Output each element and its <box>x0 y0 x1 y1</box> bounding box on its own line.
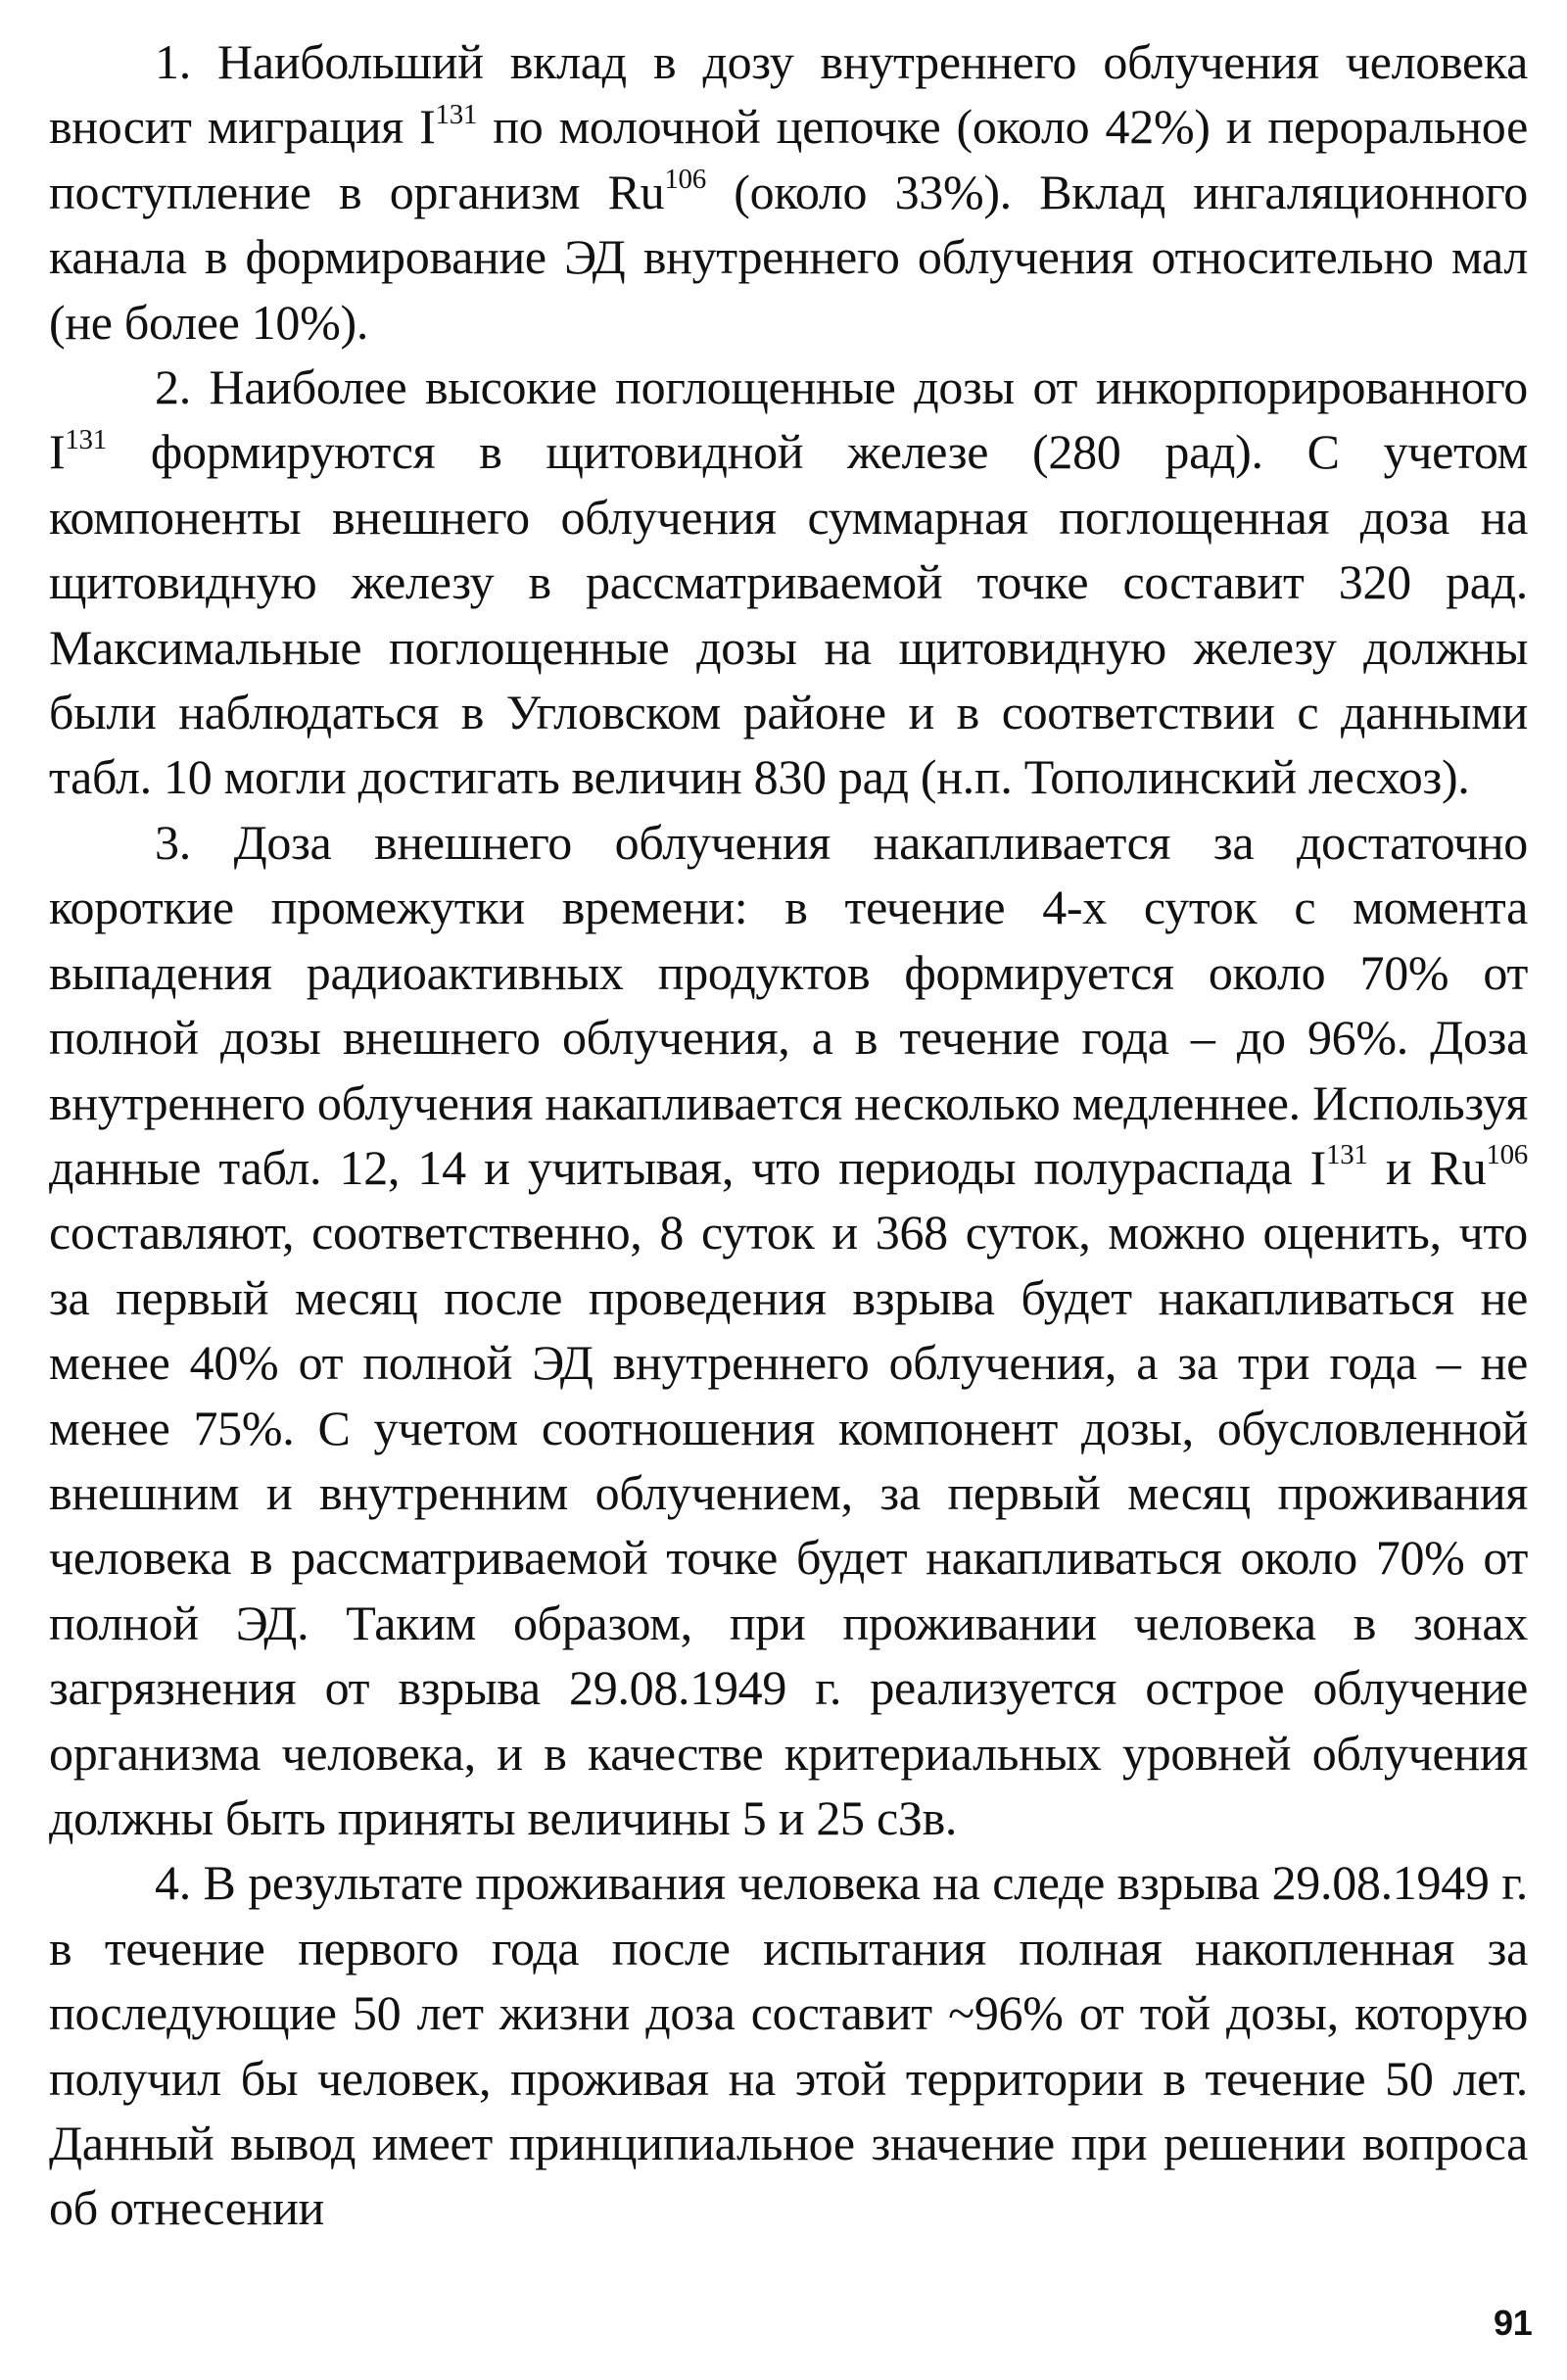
paragraph-2 <box>49 355 1528 810</box>
isotope-mass-number: 131 <box>1326 1139 1368 1171</box>
paragraph-text: 4. В результате проживания человека на следе взрыва 29.08.1949 г. в течение первого года после испытания полная накопленная за последующие 50 лет жизни доза составит ~96% от той дозы, которую получил бы человек, проживая на этой территории в течение 50 лет. Данный вывод имеет принципиальное значение при решении вопроса об отнесении <box>49 1855 1528 2236</box>
paragraph-text: 1. Наибольший вклад в дозу внутреннего облучения человека вносит миграция I <box>49 34 1528 155</box>
paragraph-text: и Ru <box>1367 1139 1487 1195</box>
body-text <box>49 29 1528 2241</box>
paragraph-text: (около 33%). Вклад ингаляционного канала в формирование ЭД внутреннего облучения относительно мал (не более 10%). <box>49 164 1529 350</box>
isotope-mass-number: 131 <box>65 423 107 455</box>
document-page <box>49 29 1533 2351</box>
paragraph-text: составляют, соответственно, 8 суток и 368 суток, можно оценить, что за первый месяц после проведения взрыва будет накапливаться не менее 40% от полной ЭД внутреннего облучения, а за три года – не менее 75%. С учетом соотношения компонент дозы, обусловленной внешним и внутренним облучением, за первый месяц проживания человека в рассматриваемой точке будет накапливаться около 70% от полной ЭД. Таким образом, при проживании человека в зонах загрязнения от взрыва 29.08.1949 г. реализуется острое облучение организма человека, и в качестве критериальных уровней облучения должны быть приняты величины 5 и 25 сЗв. <box>49 1205 1528 1845</box>
paragraph-text: формируются в щитовидной железе (280 рад). С учетом компоненты внешнего облучения суммарная поглощенная доза на щитовидную железу в рассматриваемой точке составит 320 рад. Максимальные поглощенные дозы на щитовидную железу должны были наблюдаться в Угловском районе и в соответствии с данными табл. 10 могли достигать величин 830 рад (н.п. Тополинский лесхоз). <box>49 424 1528 805</box>
paragraph-4 <box>49 1850 1528 2240</box>
page-number: 91 <box>1494 2303 1533 2343</box>
paragraph-text: 2. Наиболее высокие поглощенные дозы от инкорпорированного I <box>49 359 1528 480</box>
isotope-mass-number: 131 <box>435 98 478 130</box>
paragraph-text: по молочной цепочке (около 42%) и пероральное поступление в организм Ru <box>49 99 1529 219</box>
paragraph-1 <box>49 29 1528 355</box>
isotope-mass-number: 106 <box>664 164 706 196</box>
paragraph-text: 3. Доза внешнего облучения накапливается за достаточно короткие промежутки времени: в течение 4-х суток с момента выпадения радиоактивных продуктов формируется около 70% от полной дозы внешнего облучения, а в течение года – до 96%. Доза внутреннего облучения накапливается несколько медленнее. Используя данные табл. 12, 14 и учитывая, что периоды полураспада I <box>49 814 1528 1195</box>
paragraph-3 <box>49 810 1528 1851</box>
isotope-mass-number: 106 <box>1486 1139 1529 1171</box>
